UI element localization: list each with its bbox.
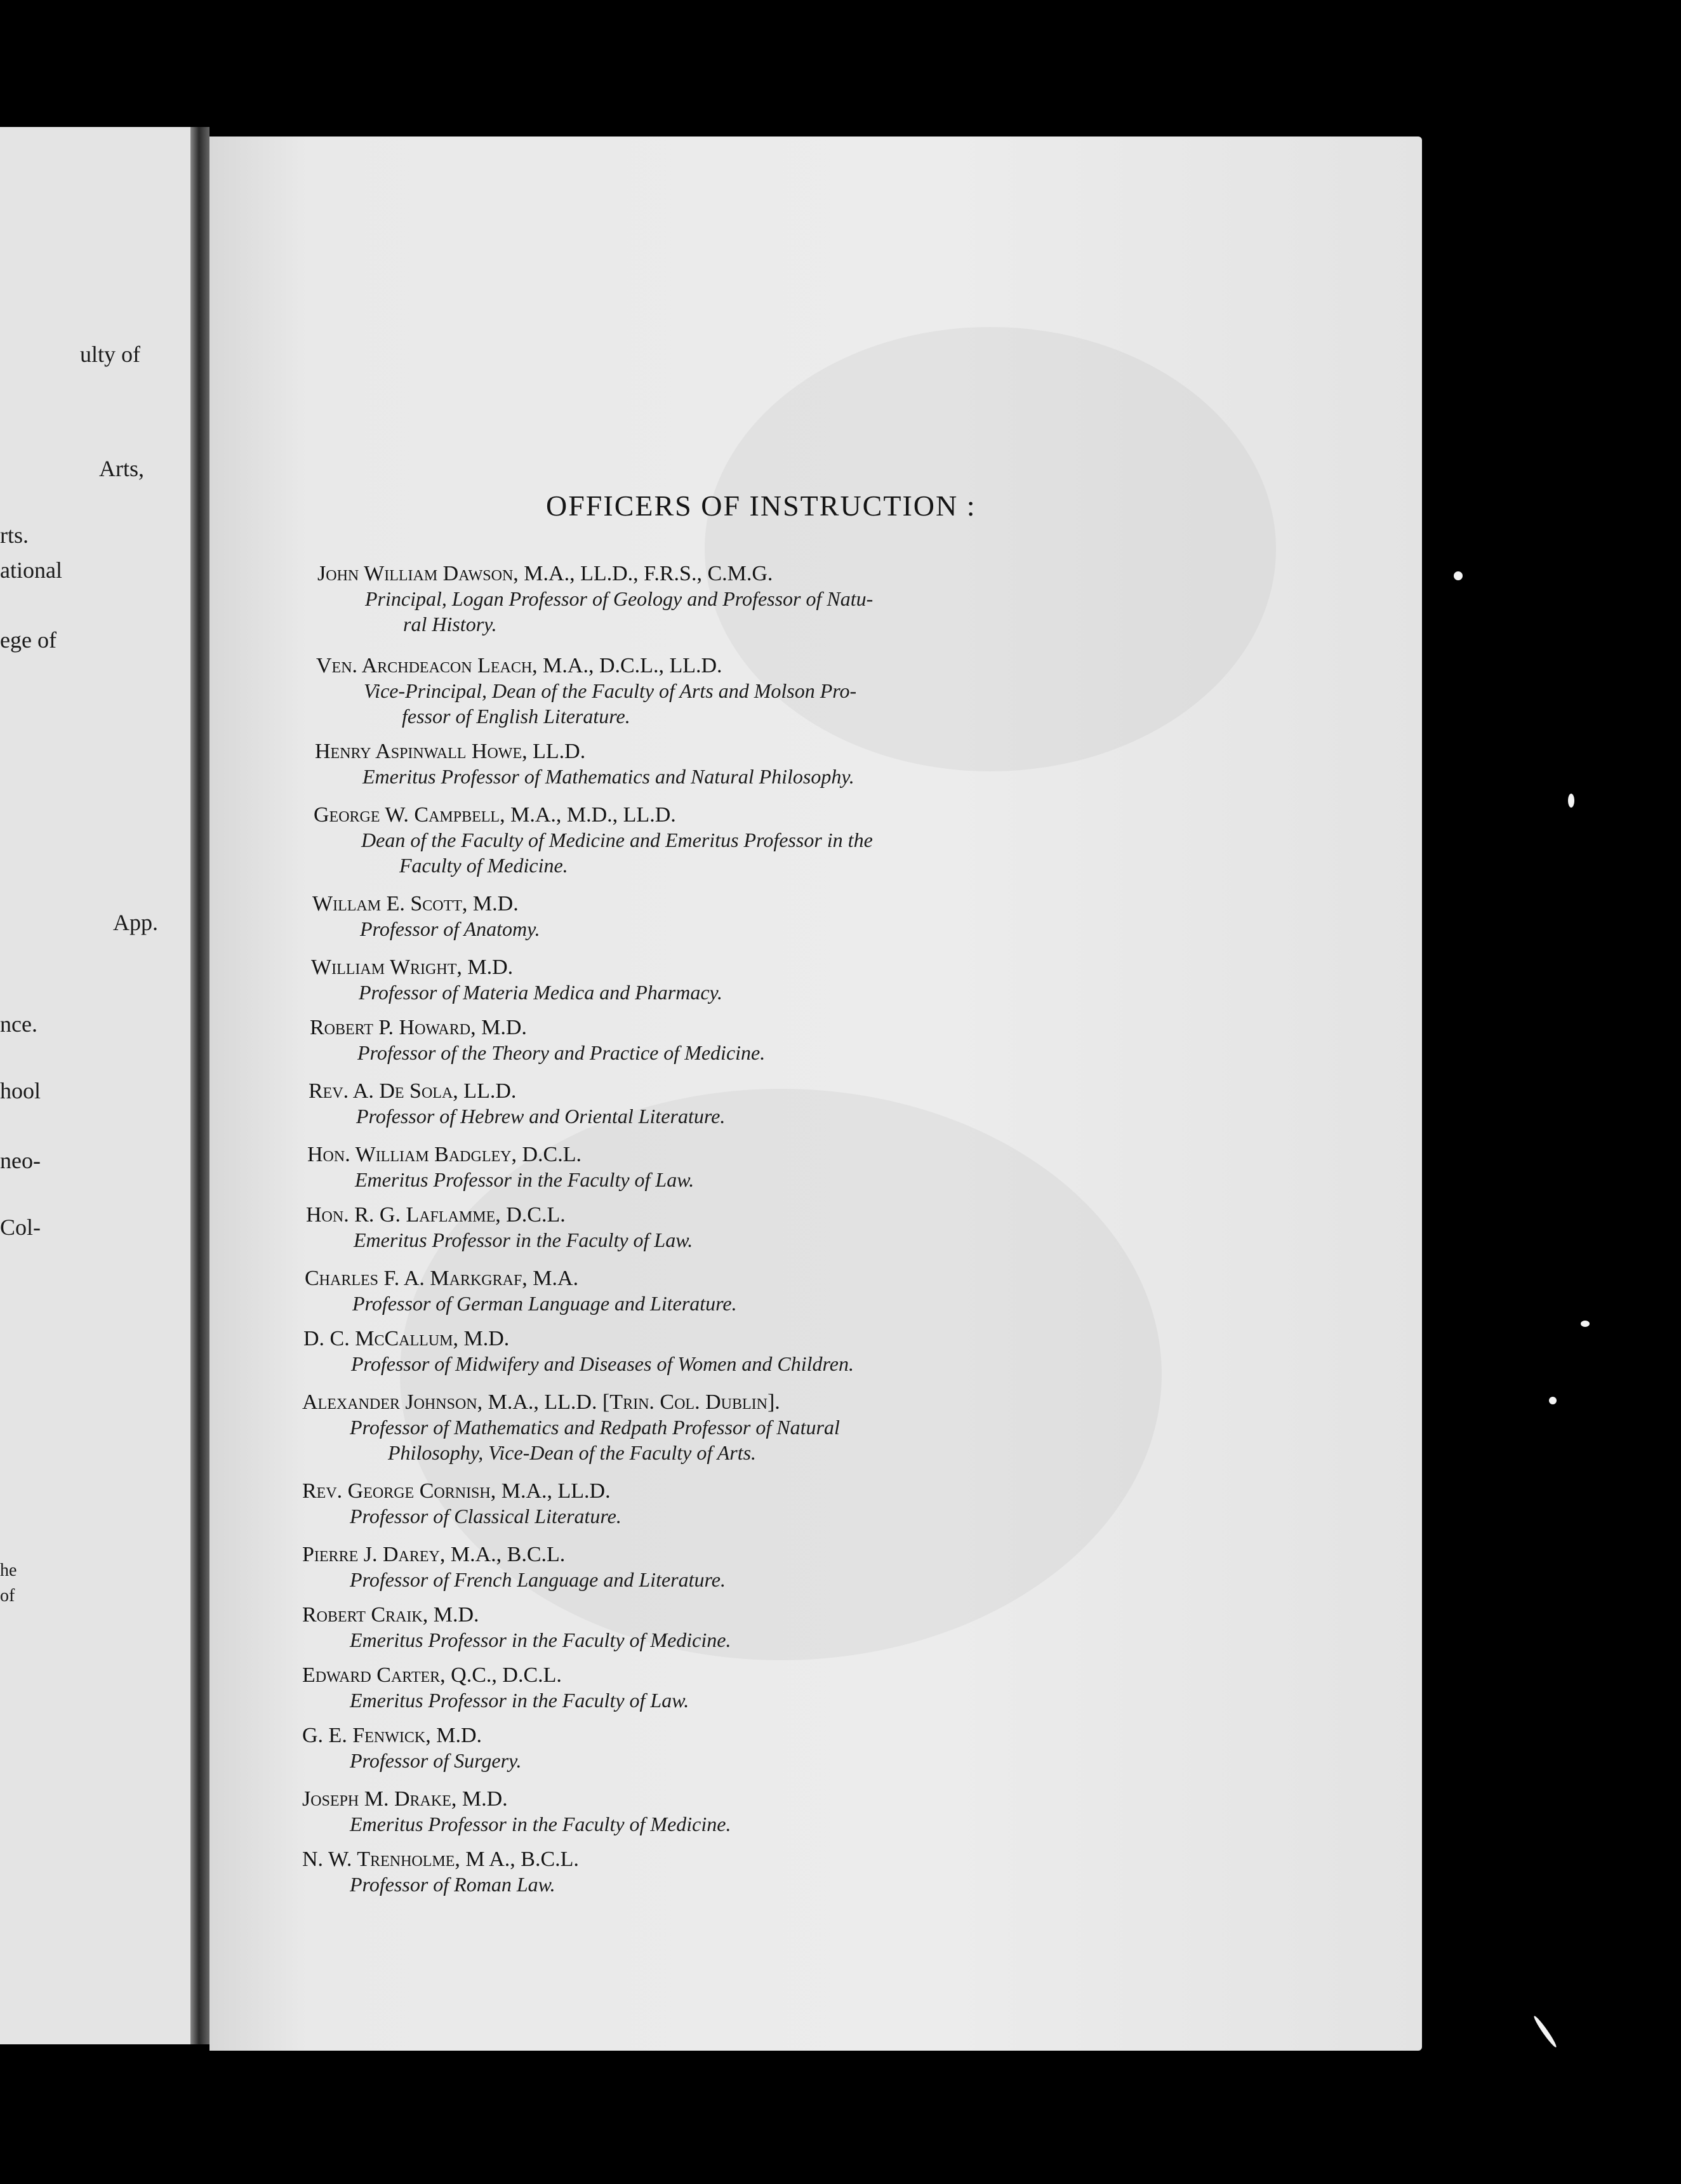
officer-title-line: Professor of French Language and Literature. [350,1568,726,1591]
left-page-text-fragment: Col- [0,1215,41,1240]
dust-speck [1532,2014,1558,2049]
officer-name: Edward Carter, Q.C., D.C.L. [302,1663,562,1687]
officer-title-line: Vice-Principal, Dean of the Faculty of Arts and Molson Pro- [364,679,857,702]
officer-name: John William Dawson, M.A., LL.D., F.R.S., C.M.G. [317,562,773,585]
left-page-text-fragment: ege of [0,627,56,653]
left-page-text-fragment: rts. [0,523,29,548]
officer-name: Rev. A. De Sola, LL.D. [309,1079,517,1103]
dust-speck [1454,571,1463,580]
officer-name: D. C. McCallum, M.D. [303,1327,510,1350]
officer-name: Henry Aspinwall Howe, LL.D. [315,740,586,763]
left-page-text-fragment: he [0,1561,17,1580]
officer-title-line: Faculty of Medicine. [399,854,568,877]
left-page-text-fragment: nce. [0,1011,37,1037]
officer-title-line: Emeritus Professor in the Faculty of Law. [355,1168,694,1191]
officer-title-line: Emeritus Professor of Mathematics and Natural Philosophy. [362,765,854,788]
officer-name: G. E. Fenwick, M.D. [302,1724,482,1747]
officer-title-line: Emeritus Professor in the Faculty of Law. [350,1689,689,1712]
officer-name: Charles F. A. Markgraf, M.A. [305,1267,579,1290]
officer-title-line: Professor of Mathematics and Redpath Professor of Natural [350,1416,840,1439]
officer-name: Robert P. Howard, M.D. [310,1016,527,1039]
officer-title-line: Emeritus Professor in the Faculty of Law. [354,1228,693,1251]
dust-speck [1581,1321,1590,1327]
officer-title-line: fessor of English Literature. [402,705,630,728]
officer-title-line: Professor of German Language and Literature. [352,1292,737,1315]
officer-name: Joseph M. Drake, M.D. [302,1787,508,1811]
left-page-text-fragment: ulty of [80,342,140,367]
officer-name: William Wright, M.D. [311,956,514,979]
officer-title-line: Professor of Roman Law. [350,1873,555,1896]
officer-name: Alexander Johnson, M.A., LL.D. [Trin. Col. Dublin]. [302,1390,780,1414]
left-page-text-fragment: ational [0,557,62,583]
left-page-text-fragment: hool [0,1078,41,1103]
officer-name: Ven. Archdeacon Leach, M.A., D.C.L., LL.D. [316,654,722,677]
dust-speck [1568,794,1574,808]
officer-name: George W. Campbell, M.A., M.D., LL.D. [314,803,676,827]
officer-title-line: Philosophy, Vice-Dean of the Faculty of Arts. [388,1441,757,1464]
left-page-text-fragment: App. [113,910,158,935]
officer-name: Pierre J. Darey, M.A., B.C.L. [302,1543,566,1566]
officer-title-line: Professor of Midwifery and Diseases of Women and Children. [351,1352,854,1375]
officer-title-line: Professor of Classical Literature. [350,1505,621,1528]
officer-name: Rev. George Cornish, M.A., LL.D. [302,1479,611,1503]
officer-name: Hon. William Badgley, D.C.L. [307,1143,581,1166]
officer-title-line: Professor of Surgery. [350,1749,522,1772]
officer-title-line: Professor of Materia Medica and Pharmacy. [359,981,722,1004]
page-title: OFFICERS OF INSTRUCTION : [546,489,976,522]
officer-name: Hon. R. G. Laflamme, D.C.L. [306,1203,566,1227]
left-page-text-fragment: of [0,1586,15,1606]
left-page-text-fragment: Arts, [99,456,144,481]
officer-title-line: Professor of Anatomy. [360,917,540,940]
officer-title-line: Dean of the Faculty of Medicine and Emeritus Professor in the [361,829,873,851]
officer-title-line: ral History. [403,613,497,636]
left-adjoining-page [0,127,190,2044]
officer-title-line: Principal, Logan Professor of Geology and Professor of Natu- [365,587,874,610]
officer-name: N. W. Trenholme, M A., B.C.L. [302,1848,579,1871]
officer-title-line: Emeritus Professor in the Faculty of Medicine. [350,1813,731,1835]
officer-name: Robert Craik, M.D. [302,1603,479,1627]
page-stain [705,327,1276,771]
officer-title-line: Professor of Hebrew and Oriental Literature. [356,1105,726,1128]
left-page-text-fragment: neo- [0,1148,41,1173]
page-gutter [190,127,209,2044]
dust-speck [1549,1397,1557,1404]
officer-title-line: Emeritus Professor in the Faculty of Medicine. [350,1628,731,1651]
officer-title-line: Professor of the Theory and Practice of Medicine. [357,1041,766,1064]
officer-name: Willam E. Scott, M.D. [312,892,519,916]
